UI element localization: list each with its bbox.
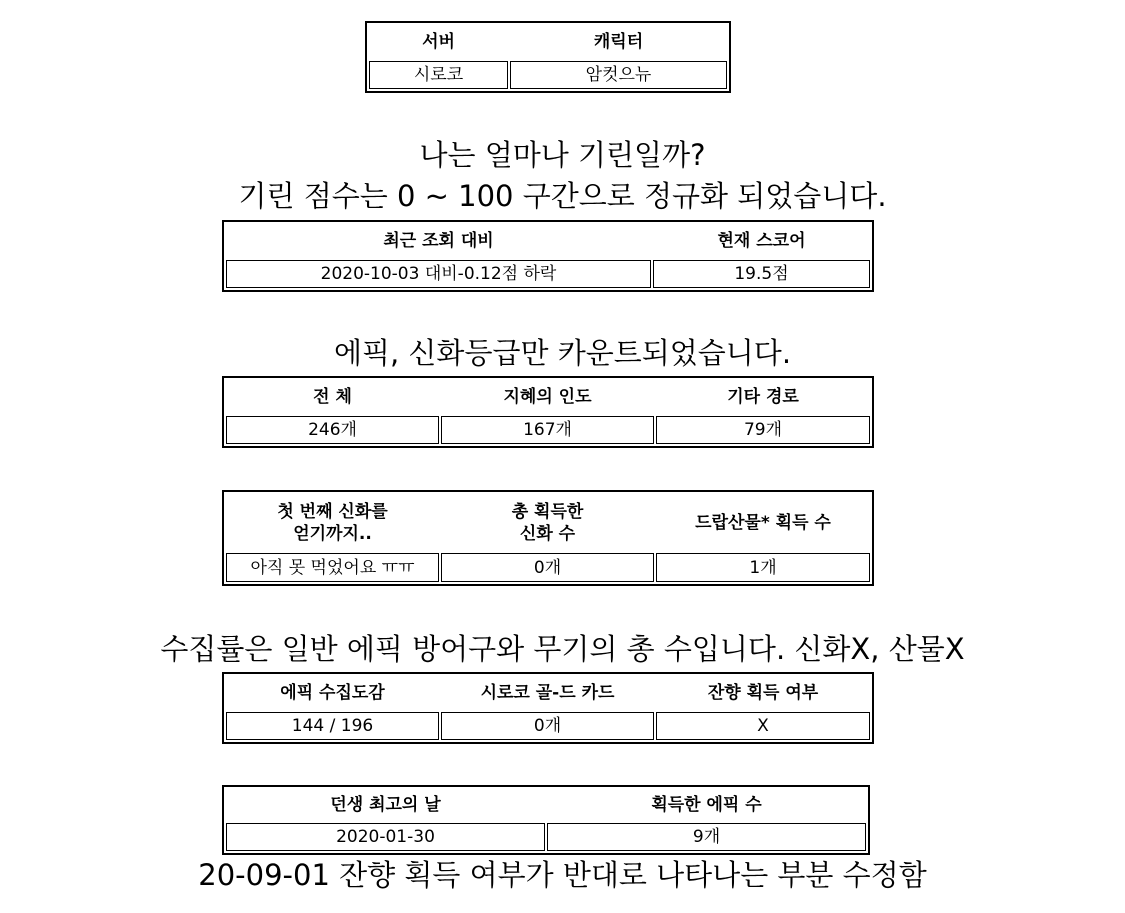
first-myth-header [226,494,439,551]
first-myth-header-line1: 첫 번째 신화를 [277,501,388,522]
character-value: 암컷으뉴 [510,61,727,89]
first-myth-value: 아직 못 먹었어요 ㅠㅠ [226,553,439,582]
total-myth-value: 0개 [441,553,654,582]
best-day-epic-header: 획득한 에픽 수 [651,795,762,815]
wisdom-guide-header: 지혜의 인도 [503,387,592,407]
total-myth-header-line2: 신화 수 [519,523,576,544]
count-table [222,376,874,448]
reverb-value: X [656,712,870,740]
intro-title: 나는 얼마나 기린일까? [419,138,706,172]
server-header: 서버 [422,32,455,52]
gold-card-header: 시로코 골-드 카드 [480,683,615,703]
recent-compare-value: 2020-10-03 대비-0.12점 하락 [226,260,651,288]
epic-collection-value: 144 / 196 [226,712,439,740]
best-day-epic-value: 9개 [547,823,866,851]
gold-card-value: 0개 [441,712,654,740]
collection-note: 수집률은 일반 에픽 방어구와 무기의 총 수입니다. 신화X, 산물X [160,632,965,666]
total-header: 전 체 [313,387,352,407]
drop-item-value: 1개 [656,553,870,582]
recent-compare-header: 최근 조회 대비 [383,231,494,251]
drop-item-header: 드랍산물* 획득 수 [695,512,831,533]
current-score-value: 19.5점 [653,260,870,288]
epic-note: 에픽, 신화등급만 카운트되었습니다. [333,336,792,370]
best-day-header: 던생 최고의 날 [330,795,441,815]
total-value: 246개 [226,416,439,444]
server-value: 시로코 [369,61,508,89]
reverb-header: 잔향 획득 여부 [707,683,819,703]
epic-collection-header: 에픽 수집도감 [280,683,385,703]
current-score-header: 현재 스코어 [717,231,806,251]
first-myth-header-line2: 얻기까지.. [293,523,372,544]
total-myth-header-line1: 총 획득한 [511,501,584,522]
total-myth-header [441,494,654,551]
other-route-header: 기타 경로 [727,387,799,407]
other-route-value: 79개 [656,416,870,444]
score-table [222,220,874,292]
best-day-value: 2020-01-30 [226,823,545,851]
myth-table [222,490,874,586]
intro-subtitle: 기린 점수는 0 ~ 100 구간으로 정규화 되었습니다. [238,179,887,213]
character-table [365,21,731,93]
wisdom-guide-value: 167개 [441,416,654,444]
best-day-table [222,785,870,855]
collection-table [222,672,874,744]
footer-note: 20-09-01 잔향 획득 여부가 반대로 나타나는 부분 수정함 [198,858,927,892]
character-header: 캐릭터 [593,32,644,52]
